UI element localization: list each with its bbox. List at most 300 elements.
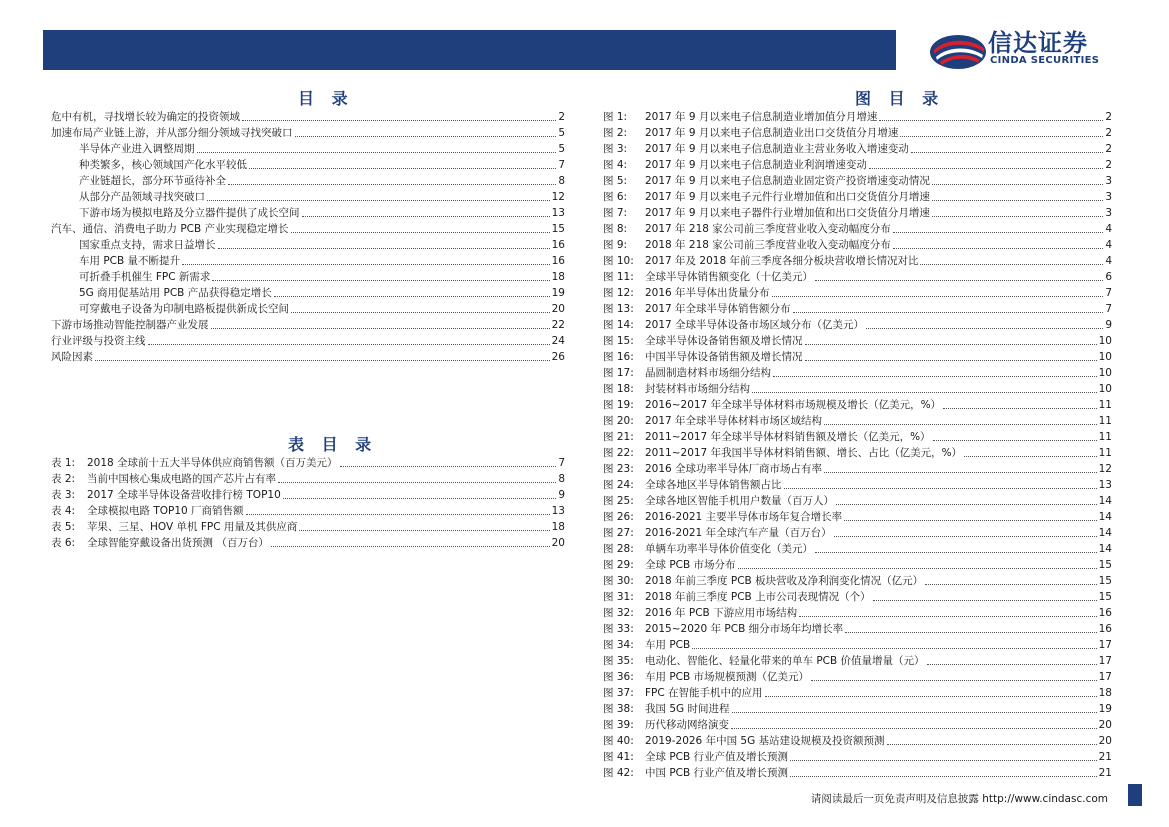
dot-leader	[866, 328, 1103, 329]
toc-entry[interactable]	[51, 486, 565, 502]
entry-number: 表 5:	[51, 521, 76, 533]
entry-number: 图 11:	[603, 271, 634, 283]
dot-leader	[824, 472, 1097, 473]
dot-leader	[278, 482, 556, 483]
entry-label: 风险因素	[51, 351, 93, 363]
entry-number: 图 42:	[603, 767, 634, 779]
entry-page-number: 21	[1098, 751, 1112, 763]
entry-number: 表 6:	[51, 537, 76, 549]
entry-number: 图 38:	[603, 703, 634, 715]
dot-leader	[784, 488, 1097, 489]
entry-number: 图 21:	[603, 431, 634, 443]
toc-entry[interactable]	[603, 252, 1112, 268]
dot-leader	[271, 546, 550, 547]
dot-leader	[893, 232, 1104, 233]
dot-leader	[824, 424, 1097, 425]
toc-entry[interactable]	[603, 220, 1112, 236]
dot-leader	[790, 776, 1097, 777]
dot-leader	[773, 376, 1097, 377]
toc-entry[interactable]	[603, 492, 1112, 508]
entry-page-number: 15	[1098, 591, 1112, 603]
entry-page-number: 14	[1098, 527, 1112, 539]
toc-entry[interactable]	[603, 668, 1112, 684]
toc-entry[interactable]	[51, 220, 565, 236]
entry-number: 图 33:	[603, 623, 634, 635]
toc-entry[interactable]	[603, 156, 1112, 172]
entry-page-number: 17	[1098, 639, 1112, 651]
dot-leader	[844, 520, 1097, 521]
entry-number: 图 14:	[603, 319, 634, 331]
toc-entry[interactable]	[603, 364, 1112, 380]
dot-leader	[218, 248, 550, 249]
entry-label: 下游市场为模拟电路及分立器件提供了成长空间	[79, 207, 300, 219]
dot-leader	[291, 312, 550, 313]
toc-entry[interactable]	[603, 588, 1112, 604]
entry-number: 表 4:	[51, 505, 76, 517]
entry-label: 2017 年 9 月以来电子信息制造业主营业务收入增速变动	[645, 143, 909, 155]
entry-label: 2016 年半导体出货量分布	[645, 287, 770, 299]
entry-page-number: 13	[551, 505, 565, 517]
entry-number: 图 40:	[603, 735, 634, 747]
dot-leader	[772, 296, 1104, 297]
entry-number: 图 19:	[603, 399, 634, 411]
dot-leader	[731, 728, 1097, 729]
entry-page-number: 10	[1098, 367, 1112, 379]
entry-page-number: 4	[1105, 239, 1112, 251]
entry-page-number: 20	[551, 537, 565, 549]
dot-leader	[148, 344, 550, 345]
entry-label: 我国 5G 时间进程	[645, 703, 730, 715]
entry-label: 车用 PCB	[645, 639, 691, 651]
entry-number: 图 35:	[603, 655, 634, 667]
entry-label: 全球半导体设备销售额及增长情况	[645, 335, 803, 347]
entry-label: 2017 全球半导体设备市场区域分布（亿美元）	[645, 319, 865, 331]
entry-page-number: 18	[1098, 687, 1112, 699]
dot-leader	[834, 536, 1097, 537]
entry-label: 危中有机，寻找增长较为确定的投资领域	[51, 111, 240, 123]
dot-leader	[302, 216, 550, 217]
dot-leader	[932, 216, 1103, 217]
entry-label: 2017 年 9 月以来电子元件行业增加值和出口交货值分月增速	[645, 191, 930, 203]
entry-label: 2017 年全球半导体销售额分布	[645, 303, 791, 315]
entry-page-number: 5	[558, 127, 565, 139]
entry-label: 中国 PCB 行业产值及增长预测	[645, 767, 789, 779]
entry-page-number: 15	[551, 223, 565, 235]
entry-number: 图 17:	[603, 367, 634, 379]
entry-page-number: 11	[1098, 447, 1112, 459]
dot-leader	[340, 466, 557, 467]
toc-entry[interactable]	[603, 652, 1112, 668]
toc-entry[interactable]	[603, 604, 1112, 620]
entry-page-number: 3	[1105, 207, 1112, 219]
toc-entry[interactable]	[51, 108, 565, 124]
entry-page-number: 15	[1098, 575, 1112, 587]
dot-leader	[738, 568, 1097, 569]
dot-leader	[805, 360, 1097, 361]
entry-number: 图 26:	[603, 511, 634, 523]
entry-page-number: 7	[1105, 287, 1112, 299]
toc-entry[interactable]	[51, 140, 565, 156]
entry-label: 2018 年 218 家公司前三季度营业收入变动幅度分布	[645, 239, 891, 251]
logo-en-text: CINDA SECURITIES	[990, 55, 1100, 66]
entry-page-number: 15	[1098, 559, 1112, 571]
toc-entry[interactable]	[603, 428, 1112, 444]
toc-entry[interactable]	[603, 412, 1112, 428]
dot-leader	[887, 744, 1097, 745]
entry-page-number: 17	[1098, 655, 1112, 667]
entry-number: 图 30:	[603, 575, 634, 587]
dot-leader	[228, 184, 556, 185]
entry-page-number: 7	[558, 159, 565, 171]
entry-label: 全球智能穿戴设备出货预测 （百万台）	[87, 537, 269, 549]
entry-page-number: 8	[558, 473, 565, 485]
entry-page-number: 20	[1098, 735, 1112, 747]
toc-entry[interactable]	[51, 188, 565, 204]
entry-label: 单辆车功率半导体价值变化（美元）	[645, 543, 813, 555]
entry-label: 产业链超长，部分环节亟待补全	[79, 175, 226, 187]
entry-page-number: 2	[1105, 111, 1112, 123]
entry-page-number: 11	[1098, 415, 1112, 427]
entry-label: 2018 年前三季度 PCB 板块营收及净利润变化情况（亿元）	[645, 575, 924, 587]
toc-entry[interactable]	[51, 470, 565, 486]
entry-label: 2016~2017 年全球半导体材料市场规模及增长（亿美元，%）	[645, 399, 942, 411]
dot-leader	[246, 514, 550, 515]
footer-bar	[1128, 784, 1142, 806]
entry-page-number: 7	[558, 457, 565, 469]
toc-entry[interactable]	[603, 572, 1112, 588]
entry-number: 图 6:	[603, 191, 628, 203]
entry-label: 2016-2021 年全球汽车产量（百万台）	[645, 527, 832, 539]
entry-number: 图 27:	[603, 527, 634, 539]
entry-number: 图 20:	[603, 415, 634, 427]
toc-entry[interactable]	[603, 732, 1112, 748]
entry-number: 图 32:	[603, 607, 634, 619]
entry-label: 可穿戴电子设备为印制电路板提供新成长空间	[79, 303, 289, 315]
dot-leader	[811, 680, 1097, 681]
toc-entry[interactable]	[603, 540, 1112, 556]
dot-leader	[933, 440, 1097, 441]
entry-label: 全球半导体销售额变化（十亿美元）	[645, 271, 813, 283]
dot-leader	[692, 648, 1096, 649]
entry-page-number: 2	[1105, 127, 1112, 139]
entry-label: 5G 商用促基站用 PCB 产品获得稳定增长	[79, 287, 272, 299]
entry-page-number: 2	[1105, 143, 1112, 155]
entry-label: 国家重点支持，需求日益增长	[79, 239, 216, 251]
entry-number: 图 15:	[603, 335, 634, 347]
entry-page-number: 18	[551, 271, 565, 283]
entry-number: 图 29:	[603, 559, 634, 571]
toc-entry[interactable]	[603, 620, 1112, 636]
entry-number: 图 41:	[603, 751, 634, 763]
entry-page-number: 4	[1105, 255, 1112, 267]
entry-number: 图 34:	[603, 639, 634, 651]
entry-page-number: 11	[1098, 431, 1112, 443]
entry-number: 图 22:	[603, 447, 634, 459]
entry-page-number: 12	[1098, 463, 1112, 475]
entry-page-number: 13	[1098, 479, 1112, 491]
entry-number: 图 10:	[603, 255, 634, 267]
entry-page-number: 9	[1105, 319, 1112, 331]
dot-leader	[932, 200, 1103, 201]
entry-page-number: 9	[558, 489, 565, 501]
footer-disclaimer: 请阅读最后一页免责声明及信息披露 http://www.cindasc.com	[810, 793, 1108, 805]
toc-entry[interactable]	[603, 460, 1112, 476]
dot-leader	[732, 712, 1097, 713]
entry-label: 种类繁多，核心领域国产化水平较低	[79, 159, 247, 171]
entry-page-number: 10	[1098, 351, 1112, 363]
dot-leader	[805, 344, 1097, 345]
toc-entry[interactable]	[603, 188, 1112, 204]
entry-label: 汽车、通信、消费电子助力 PCB 产业实现稳定增长	[51, 223, 289, 235]
entry-label: 从部分产品领域寻找突破口	[79, 191, 205, 203]
entry-page-number: 14	[1098, 511, 1112, 523]
entry-number: 图 16:	[603, 351, 634, 363]
entry-label: 下游市场推动智能控制器产业发展	[51, 319, 209, 331]
entry-page-number: 10	[1098, 383, 1112, 395]
toc-entry[interactable]	[603, 476, 1112, 492]
entry-label: 2017 年 9 月以来电子器件行业增加值和出口交货值分月增速	[645, 207, 930, 219]
entry-page-number: 6	[1105, 271, 1112, 283]
entry-number: 图 31:	[603, 591, 634, 603]
entry-label: 2018 年前三季度 PCB 上市公司表现情况（个）	[645, 591, 871, 603]
toc-entry[interactable]	[51, 124, 565, 140]
dot-leader	[815, 280, 1103, 281]
entry-label: 历代移动网络演变	[645, 719, 729, 731]
dot-leader	[920, 264, 1103, 265]
dot-leader	[845, 632, 1097, 633]
entry-page-number: 16	[551, 255, 565, 267]
dot-leader	[799, 616, 1097, 617]
entry-label: 全球 PCB 市场分布	[645, 559, 736, 571]
entry-page-number: 20	[1098, 719, 1112, 731]
toc-entry[interactable]	[51, 316, 565, 332]
entry-label: 2018 全球前十五大半导体供应商销售额（百万美元）	[87, 457, 338, 469]
entry-number: 图 5:	[603, 175, 628, 187]
toc-entry[interactable]	[603, 332, 1112, 348]
toc-entry[interactable]	[603, 716, 1112, 732]
entry-number: 图 25:	[603, 495, 634, 507]
tables-toc-list	[51, 454, 565, 550]
toc-list	[51, 108, 565, 364]
toc-entry[interactable]	[51, 156, 565, 172]
entry-number: 图 7:	[603, 207, 628, 219]
toc-entry[interactable]	[51, 204, 565, 220]
toc-entry[interactable]	[51, 332, 565, 348]
entry-page-number: 2	[558, 111, 565, 123]
entry-label: 电动化、智能化、轻量化带来的单车 PCB 价值量增量（元）	[645, 655, 925, 667]
logo-cn-text: 信达证券	[988, 29, 1088, 57]
entry-label: 车用 PCB 市场规模预测（亿美元）	[645, 671, 810, 683]
entry-label: 2019-2026 年中国 5G 基站建设规模及投资额预测	[645, 735, 885, 747]
entry-label: 晶圆制造材料市场细分结构	[645, 367, 771, 379]
toc-entry[interactable]	[603, 268, 1112, 284]
entry-label: 2017 年及 2018 年前三季度各细分板块营收增长情况对比	[645, 255, 919, 267]
entry-label: 2017 年 9 月以来电子信息制造业增加值分月增速	[645, 111, 878, 123]
dot-leader	[182, 264, 550, 265]
entry-label: 苹果、三星、HOV 单机 FPC 用量及其供应商	[87, 521, 298, 533]
entry-page-number: 4	[1105, 223, 1112, 235]
toc-entry[interactable]	[603, 444, 1112, 460]
entry-page-number: 16	[551, 239, 565, 251]
toc-entry[interactable]	[603, 396, 1112, 412]
dot-leader	[274, 296, 550, 297]
entry-page-number: 22	[551, 319, 565, 331]
entry-label: 全球各地区智能手机用户数量（百万人）	[645, 495, 834, 507]
entry-page-number: 19	[1098, 703, 1112, 715]
toc-entry[interactable]	[51, 300, 565, 316]
toc-entry[interactable]	[51, 252, 565, 268]
toc-entry[interactable]	[51, 518, 565, 534]
dot-leader	[95, 360, 550, 361]
entry-number: 表 3:	[51, 489, 76, 501]
header-bar	[43, 30, 896, 70]
toc-entry[interactable]	[603, 348, 1112, 364]
entry-number: 图 24:	[603, 479, 634, 491]
tables-toc-title: 表 目 录	[288, 435, 378, 454]
toc-entry[interactable]	[51, 348, 565, 364]
entry-number: 图 9:	[603, 239, 628, 251]
toc-entry[interactable]	[603, 556, 1112, 572]
entry-label: 2016 年 PCB 下游应用市场结构	[645, 607, 798, 619]
toc-entry[interactable]	[51, 502, 565, 518]
entry-label: 可折叠手机催生 FPC 新需求	[79, 271, 211, 283]
dot-leader	[815, 552, 1097, 553]
dot-leader	[927, 664, 1097, 665]
entry-label: 全球模拟电路 TOP10 厂商销售额	[87, 505, 244, 517]
entry-label: 2015~2020 年 PCB 细分市场年均增长率	[645, 623, 844, 635]
entry-number: 图 12:	[603, 287, 634, 299]
entry-page-number: 8	[558, 175, 565, 187]
entry-label: 2017 全球半导体设备营收排行榜 TOP10	[87, 489, 281, 501]
entry-label: 2011~2017 年我国半导体材料销售额、增长、占比（亿美元，%）	[645, 447, 963, 459]
toc-entry[interactable]	[603, 140, 1112, 156]
dot-leader	[299, 530, 549, 531]
entry-page-number: 16	[1098, 623, 1112, 635]
entry-label: 2017 年 218 家公司前三季度营业收入变动幅度分布	[645, 223, 891, 235]
entry-page-number: 19	[551, 287, 565, 299]
dot-leader	[911, 152, 1103, 153]
toc-entry[interactable]	[51, 172, 565, 188]
dot-leader	[873, 600, 1097, 601]
dot-leader	[295, 136, 557, 137]
toc-entry[interactable]	[603, 636, 1112, 652]
toc-entry[interactable]	[603, 236, 1112, 252]
toc-entry[interactable]	[51, 534, 565, 550]
toc-entry[interactable]	[51, 284, 565, 300]
dot-leader	[879, 120, 1103, 121]
entry-number: 图 1:	[603, 111, 628, 123]
toc-title: 目 录	[298, 89, 354, 108]
entry-number: 图 13:	[603, 303, 634, 315]
entry-page-number: 10	[1098, 335, 1112, 347]
dot-leader	[283, 498, 557, 499]
entry-label: 2016 全球功率半导体厂商市场占有率	[645, 463, 823, 475]
toc-entry[interactable]	[603, 380, 1112, 396]
entry-label: 2011~2017 年全球半导体材料销售额及增长（亿美元，%）	[645, 431, 931, 443]
entry-label: 加速布局产业链上游，并从部分细分领域寻找突破口	[51, 127, 293, 139]
dot-leader	[900, 136, 1103, 137]
toc-entry[interactable]	[603, 508, 1112, 524]
entry-page-number: 21	[1098, 767, 1112, 779]
toc-entry[interactable]	[603, 204, 1112, 220]
entry-number: 表 1:	[51, 457, 76, 469]
toc-entry[interactable]	[603, 748, 1112, 764]
entry-number: 图 8:	[603, 223, 628, 235]
figures-toc-title: 图 目 录	[855, 89, 945, 108]
entry-label: 2016-2021 主要半导体市场年复合增长率	[645, 511, 843, 523]
entry-page-number: 5	[558, 143, 565, 155]
dot-leader	[249, 168, 556, 169]
entry-label: FPC 在智能手机中的应用	[645, 687, 763, 699]
dot-leader	[211, 328, 550, 329]
entry-number: 图 23:	[603, 463, 634, 475]
dot-leader	[212, 280, 549, 281]
toc-entry[interactable]	[603, 316, 1112, 332]
toc-entry[interactable]	[603, 124, 1112, 140]
entry-label: 2017 年全球半导体材料市场区域结构	[645, 415, 823, 427]
toc-entry[interactable]	[603, 764, 1112, 780]
entry-page-number: 17	[1098, 671, 1112, 683]
entry-label: 2017 年 9 月以来电子信息制造业出口交货值分月增速	[645, 127, 899, 139]
entry-label: 全球各地区半导体销售额占比	[645, 479, 782, 491]
toc-entry[interactable]	[51, 236, 565, 252]
toc-entry[interactable]	[51, 454, 565, 470]
dot-leader	[964, 456, 1097, 457]
entry-label: 行业评级与投资主线	[51, 335, 146, 347]
dot-leader	[197, 152, 557, 153]
entry-label: 当前中国核心集成电路的国产芯片占有率	[87, 473, 276, 485]
toc-entry[interactable]	[51, 268, 565, 284]
toc-entry[interactable]	[603, 284, 1112, 300]
entry-number: 表 2:	[51, 473, 76, 485]
dot-leader	[790, 760, 1097, 761]
dot-leader	[207, 200, 550, 201]
entry-page-number: 20	[551, 303, 565, 315]
toc-entry[interactable]	[603, 300, 1112, 316]
toc-entry[interactable]	[603, 524, 1112, 540]
dot-leader	[869, 168, 1103, 169]
entry-label: 中国半导体设备销售额及增长情况	[645, 351, 803, 363]
toc-entry[interactable]	[603, 684, 1112, 700]
entry-page-number: 24	[551, 335, 565, 347]
toc-entry[interactable]	[603, 700, 1112, 716]
toc-entry[interactable]	[603, 108, 1112, 124]
entry-page-number: 13	[551, 207, 565, 219]
entry-page-number: 26	[551, 351, 565, 363]
entry-number: 图 28:	[603, 543, 634, 555]
dot-leader	[765, 696, 1097, 697]
toc-entry[interactable]	[603, 172, 1112, 188]
entry-page-number: 3	[1105, 191, 1112, 203]
dot-leader	[752, 392, 1097, 393]
entry-label: 全球 PCB 行业产值及增长预测	[645, 751, 789, 763]
entry-label: 2017 年 9 月以来电子信息制造业固定资产投资增速变动情况	[645, 175, 930, 187]
entry-page-number: 2	[1105, 159, 1112, 171]
entry-number: 图 37:	[603, 687, 634, 699]
dot-leader	[242, 120, 556, 121]
entry-number: 图 3:	[603, 143, 628, 155]
dot-leader	[893, 248, 1104, 249]
entry-page-number: 11	[1098, 399, 1112, 411]
entry-label: 半导体产业进入调整周期	[79, 143, 195, 155]
figures-toc-list	[603, 108, 1112, 780]
entry-page-number: 16	[1098, 607, 1112, 619]
entry-number: 图 36:	[603, 671, 634, 683]
entry-number: 图 18:	[603, 383, 634, 395]
dot-leader	[932, 184, 1103, 185]
entry-label: 封装材料市场细分结构	[645, 383, 750, 395]
entry-number: 图 39:	[603, 719, 634, 731]
